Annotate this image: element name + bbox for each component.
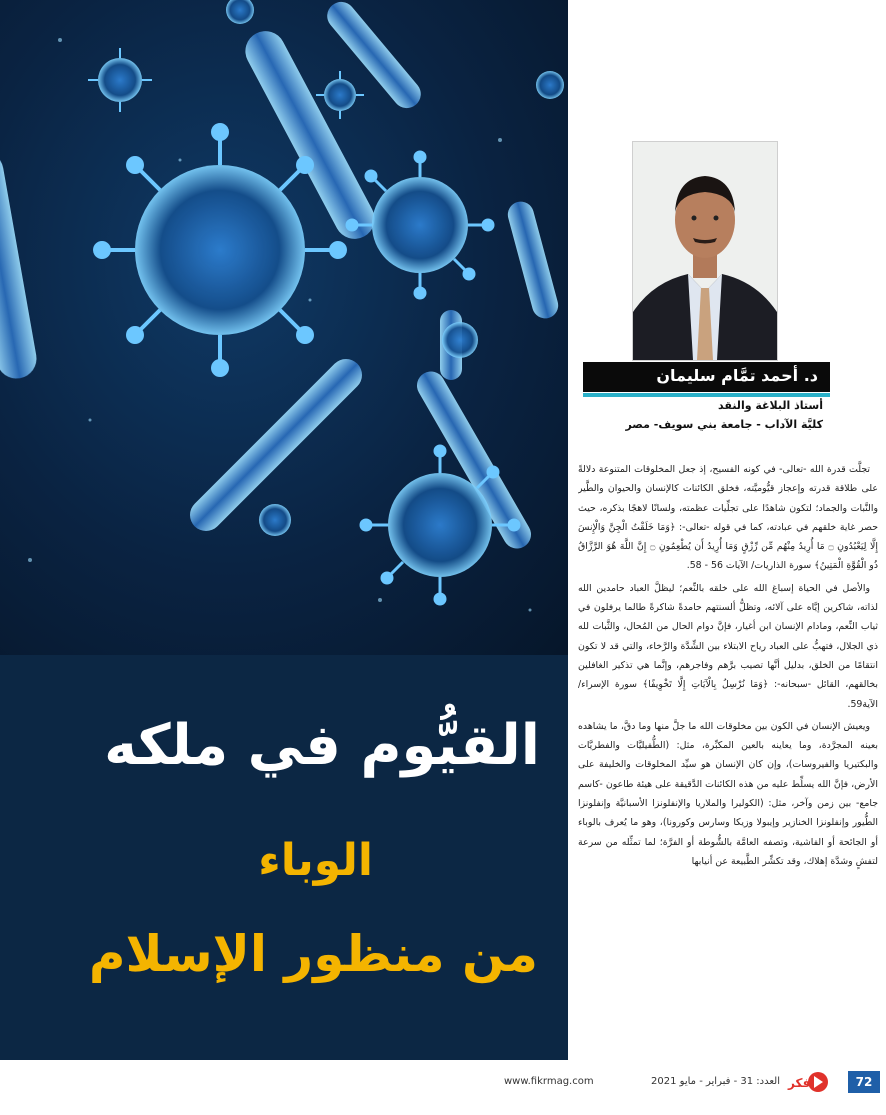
article-subtitle-2: من منظور الإسلام [88,925,538,983]
page-footer [0,1068,886,1098]
website-link[interactable]: www.fikrmag.com [504,1076,594,1087]
page-number: 72 [848,1071,880,1093]
author-portrait [633,142,777,360]
author-divider [583,393,830,397]
author-name: د. أحمد تمَّام سليمان [656,366,818,385]
logo-text: فكر [788,1076,811,1090]
author-name-bar [583,362,830,392]
logo-icon [786,1071,828,1093]
title-block [0,655,568,1060]
article-title: القيُّوم في ملكه [104,713,540,778]
magazine-logo [786,1071,828,1093]
body-paragraph: تجلَّت قدرة الله -تعالى- في كونه الفسيح، إذ جعل المخلوقات المتنوعة دلالةً على طلاقة قدرته وإعجاز قيُّوميَّته، فخلق الكائنات كالإنسان والحيوان والطَّير والنَّبات والجماد؛ لتكون شاهدًا على تجلِّيات عظمته، ولسانًا لاهجًا بذكره، حيث حصر غاية خلقهم في عبادته، كما في قوله -تعالى-: ﴿وَمَا خَلَقْتُ الْجِنَّ وَالْإِنسَ إِلَّا لِيَعْبُدُونِ ۝ مَا أُرِيدُ مِنْهُم مِّن رِّزْقٍ وَمَا أُرِيدُ أَن يُطْعِمُونِ ۝ إِنَّ اللَّهَ هُوَ الرَّزَّاقُ ذُو الْقُوَّةِ الْمَتِينُ﴾ سورة الذاريات/ الآيات 56 - 58. [578,464,878,572]
cover-illustration [0,0,568,655]
body-paragraph: والأصل في الحياة إسباغ الله على خلقه بالنِّعم؛ ليظلَّ العباد حامدين الله لذاته، شاكرين إيَّاه على آلائه، وتظلُّ ألسنتهم حامدةً شاكرةً طالما يرفلون في ثياب النِّعم، ومادام الإنسان ابن أغيار، فإنَّ دوام الحال من المُحال، والثَّبات لله ذي الجلال، فتهبُّ على العباد رياح الابتلاء بين الشِّدَّة والرَّخاء، والتي قد لا تكون انتقامًا من الخلق، بدليل أنَّها تصيب برَّهم وفاجرهم، وإنَّما هي تذكير الغافلين بخالقهم، القائل -سبحانه-: ﴿وَمَا نُرْسِلُ بِالْآيَاتِ إِلَّا تَخْوِيفًا﴾ سورة الإسراء/ الآية59. [578,582,878,710]
virus-illustration [0,0,568,655]
issue-info: العدد: 31 - فبراير - مايو 2021 [651,1076,780,1087]
author-department: كليَّة الآداب - جامعة بني سويف- مصر [625,418,823,431]
author-role: أستاذ البلاغة والنقد [718,399,823,412]
article-subtitle-1: الوباء [258,835,373,886]
author-photo [632,141,778,361]
body-paragraph: ويعيش الإنسان في الكون بين مخلوقات الله ما جلَّ منها وما دقَّ، ما يشاهده بعينه المجرَّدة، وما يعاينه بالعين المكبِّرة، مثل: (الطُّفيليَّات والفطريَّات والبكتيريا والفيروسات)، وإن كان الإنسان هو سيِّد المخلوقات والخليفة على الأرض، فإنَّ الله يسلِّط عليه من هذه الكائنات الدَّقيقة على هيئة طاعون -كاسم جامع- بين زمن وآخر، مثل: (الكوليرا والملاريا والإنفلونزا الأسبانيَّة وإنفلونزا الطُّيور وإنفلونزا الخنازير وإيبولا وزيكا وسارس وكورونا)، وهو ما يُعرف بالوباء أو الجائحة أو الفاشية، وتصفه العامَّة بالشُّوطة أو الفرَّة؛ لما تمثِّله من سرعة لتفشٍ وشدَّة إهلاك، وقد تكشِّر الطَّبيعة عن أنيابها [578,720,878,867]
article-body [578,460,878,1075]
